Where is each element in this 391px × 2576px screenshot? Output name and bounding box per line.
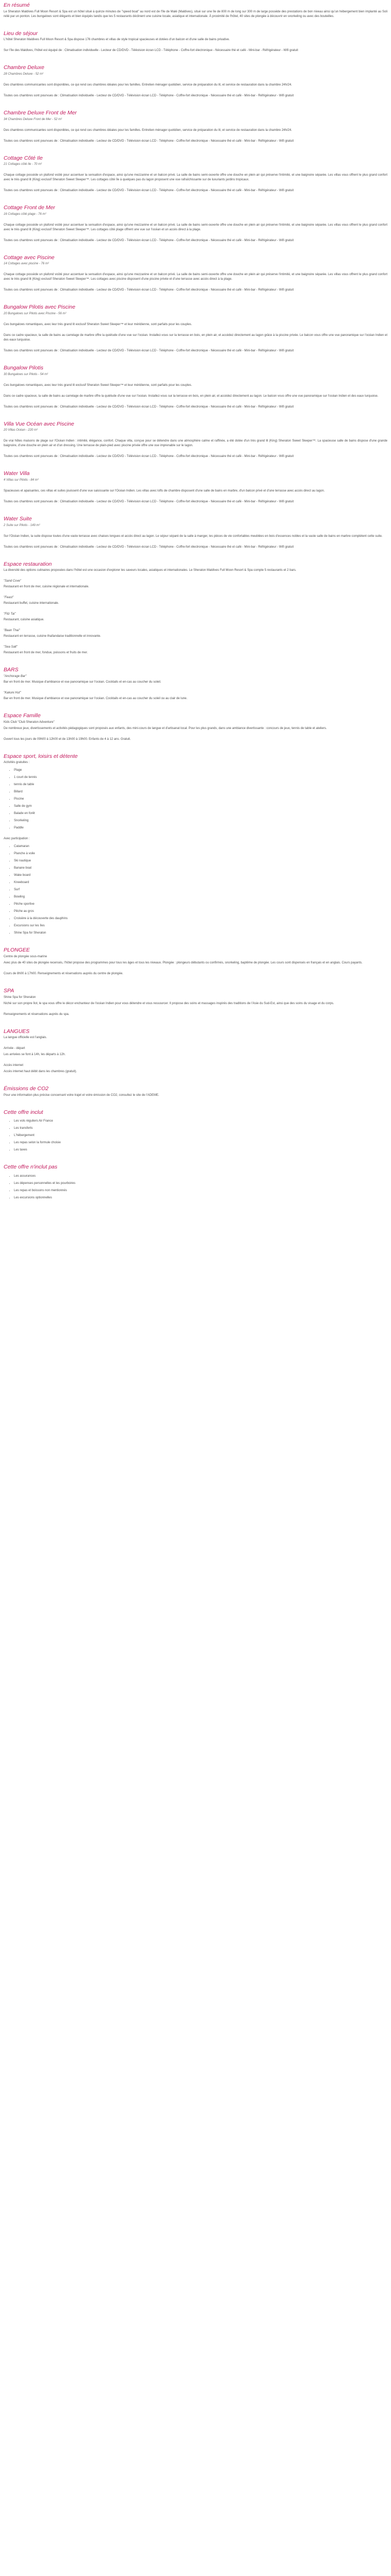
internet-title: Accès internet xyxy=(4,1064,24,1067)
paid-activity-item: • Pêche au gros xyxy=(14,909,387,914)
venue-description: Bar en front de mer. Musique d'ambiance et vue panoramique sur l'océan. Cocktails et en-cas au coucher du soleil. xyxy=(4,680,161,684)
room-section xyxy=(4,205,387,243)
arrival-text: Les arrivées se font à 14h, les départs à 12h. xyxy=(4,1053,66,1057)
paid-activity-item: • Planche à voile xyxy=(14,852,387,856)
room-section xyxy=(4,365,387,410)
room-paragraph: Ces bungalows romantiques, avec leur très grand lit exclusif Sheraton Sweet Sleeper™ et leur méridienne, sont parfaits pour les couples. xyxy=(4,323,192,327)
spa-name: Shine Spa for Sheraton xyxy=(4,995,36,999)
co2-heading: Émissions de CO2 xyxy=(4,1086,48,1092)
room-title: Cottage avec Piscine xyxy=(4,254,55,261)
room-paragraph: Toutes ces chambres sont pourvues de : Climatisation individuelle - Lecteur de CD/DVD - Télévision écran LCD - Téléphone - Coffre-fort électronique - Nécessaire thé et café - Mini-bar - Réfrigérateur - Wifi gratuit xyxy=(4,545,294,549)
includes-section xyxy=(4,1109,387,1153)
room-paragraph: Toutes ces chambres sont pourvues de : Climatisation individuelle - Lecteur de CD/DVD - Télévision écran LCD - Téléphone - Coffre-fort électronique - Nécessaire thé et café - Mini-bar - Réfrigérateur - Wifi gratuit xyxy=(4,455,294,459)
excluded-item: • Les excursions optionnelles xyxy=(14,1196,387,1200)
rooms-list xyxy=(4,30,387,550)
room-paragraph: Toutes ces chambres sont pourvues de : Climatisation individuelle - Lecteur de CD/DVD - Télévision écran LCD - Téléphone - Coffre-fort électronique - Nécessaire thé et café - Mini-bar - Réfrigérateur - Wifi gratuit xyxy=(4,349,294,353)
paid-activity-item: • Pêche sportive xyxy=(14,902,387,907)
family-club-name: Kids Club "Club Sheraton Adventure" xyxy=(4,720,55,724)
venue-name: "Anchorage Bar" xyxy=(4,674,27,678)
room-title: Water Suite xyxy=(4,516,32,522)
excludes-list xyxy=(4,1174,387,1200)
room-paragraph: Chaque cottage possède un plafond voûté pour accentuer la sensation d'espace, ainsi qu'une mezzanine et un balcon privé. La salle de bains semi-ouverte offre une douche en plein air qui préserve l'intimité, et une baignoire séparée. Les villas vous offrent le plus grand confort avec le très grand lit (King) exclusif Sheraton Sweet Sleeper™. Les cottages côté plage offrent une vue sur l'océan et un accès direct à la plage. xyxy=(4,223,387,231)
room-meta: 16 Cottages côté plage - 76 m² xyxy=(4,212,46,216)
paid-activity-item: • Shine Spa for Sheraton xyxy=(14,931,387,936)
venue-name: "Kakuni Hut" xyxy=(4,691,21,694)
room-meta: 30 Bungalows sur Pilotis - 54 m² xyxy=(4,372,48,376)
room-paragraph: Toutes ces chambres sont pourvues de : Climatisation individuelle - Lecteur de CD/DVD - Télévision écran LCD - Téléphone - Coffre-fort électronique - Nécessaire thé et café - Mini-bar - Réfrigérateur - Wifi gratuit xyxy=(4,289,294,292)
free-activity-item: • 1 court de tennis xyxy=(14,775,387,780)
room-paragraph: Spacieuses et apaisantes, ces villas et suites jouissent d'une vue saisissante sur l'Océan Indien. Les villas avec lofts de chambre disposent d'une salle de bains en marbre, d'un balcon privé et d'une terrasse avec accès direct au lagon. xyxy=(4,489,325,493)
languages-official: La langue officielle est l'anglais. xyxy=(4,1036,47,1040)
room-meta: 20 Bungalows sur Pilotis avec Piscine - 56 m² xyxy=(4,312,67,316)
free-activity-item: • Salle de gym xyxy=(14,804,387,809)
venue-description: Restaurant en front de mer, cuisine régionale et internationale. xyxy=(4,585,89,589)
free-activity-item: • Paddle xyxy=(14,826,387,831)
room-section xyxy=(4,30,387,54)
free-activity-item: • Snorkeling xyxy=(14,819,387,823)
room-meta: 4 Villas sur Pilotis - 84 m² xyxy=(4,479,39,482)
free-activity-item: • tennis de table xyxy=(14,783,387,787)
included-item: • Les taxes xyxy=(14,1148,387,1153)
room-paragraph: Sur l'Océan Indien, la suite dispose toutes d'une vaste terrasse avec chaises longues et accès direct au lagon. Le séjour séparé de la salle à manger, les pièces de vie confortables meublées en bois d'essences nobles et la vaste salle de bains en marbre complètent cette suite. xyxy=(4,534,383,538)
room-title: Cottage Front de Mer xyxy=(4,205,55,211)
free-activity-item: • Balade en forêt xyxy=(14,811,387,816)
room-title: Cottage Côté Ile xyxy=(4,155,43,161)
excluded-item: • Les repas et boissons non mentionnés xyxy=(14,1189,387,1193)
bar-venues xyxy=(4,674,387,701)
bars-heading: BARS xyxy=(4,667,19,673)
room-paragraph: Toutes ces chambres sont pourvues de : Climatisation individuelle - Lecteur de CD/DVD - Télévision écran LCD - Téléphone - Coffre-fort électronique - Nécessaire thé et café - Mini-bar - Réfrigérateur - Wifi gratuit xyxy=(4,405,294,409)
includes-list xyxy=(4,1119,387,1153)
paid-activities-list xyxy=(4,844,387,936)
room-section xyxy=(4,470,387,504)
co2-section xyxy=(4,1086,387,1098)
arrival-title: Arrivée - départ xyxy=(4,1047,25,1050)
venue-description: Restaurant en terrasse, cuisine thaïlandaise traditionnelle et innovante. xyxy=(4,635,101,638)
venue-name: "Sea Salt" xyxy=(4,646,18,649)
summary-section xyxy=(4,2,387,19)
included-item: • Les repas selon la formule choisie xyxy=(14,1141,387,1145)
spa-heading: SPA xyxy=(4,987,14,994)
room-title: Chambre Deluxe Front de Mer xyxy=(4,109,77,116)
room-paragraph: Toutes ces chambres sont pourvues de : Climatisation individuelle - Lecteur de CD/DVD - Télévision écran LCD - Téléphone - Coffre-fort électronique - Nécessaire thé et café - Mini-bar - Réfrigérateur - Wifi gratuit xyxy=(4,500,294,504)
room-paragraph: Sur l'île des Maldives, l'hôtel est équipé de : Climatisation individuelle - Lecteur de CD/DVD - Télévision écran LCD - Téléphone - Coffre-fort électronique - Nécessaire thé et café - Mini-bar - Réfrigérateur - Wifi gratuit xyxy=(4,49,298,53)
room-paragraph: Toutes ces chambres sont pourvues de : Climatisation individuelle - Lecteur de CD/DVD - Télévision écran LCD - Téléphone - Coffre-fort électronique - Nécessaire thé et café - Mini-bar - Réfrigérateur - Wifi gratuit xyxy=(4,189,294,193)
free-activity-item: • Piscine xyxy=(14,797,387,802)
activities-section xyxy=(4,753,387,936)
room-paragraph: Toutes ces chambres sont pourvues de : Climatisation individuelle - Lecteur de CD/DVD - Télévision écran LCD - Téléphone - Coffre-fort électronique - Nécessaire thé et café - Mini-bar - Réfrigérateur - Wifi gratuit xyxy=(4,139,294,143)
venue-name: "Fitz Tai" xyxy=(4,613,16,616)
languages-section xyxy=(4,1028,387,1075)
paid-activities-title: Avec participation : xyxy=(4,837,30,841)
room-paragraph: Ces bungalows romantiques, avec leur très grand lit exclusif Sheraton Sweet Sleeper™ et leur méridienne, sont parfaits pour les couples. xyxy=(4,383,192,387)
family-hours: Ouvert tous les jours de 09h00 à 12h00 et de 13h00 à 19h00. Enfants de 4 à 12 ans. Gratuit. xyxy=(4,737,131,741)
spa-desc: Niché sur son propre îlot, le spa vous offre le décor enchanteur de l'océan Indien pour vous détendre et vous ressourcer. Il propose des soins et massages inspirés des traditions de l'Asie du Sud-Est, ainsi que des soins du visage et du corps. xyxy=(4,1002,334,1005)
spa-section xyxy=(4,988,387,1017)
dining-intro: La diversité des options culinaires proposées dans l'hôtel est une occasion d'explorer les saveurs locales, asiatiques et internationales. Le Sheraton Maldives Full Moon Resort & Spa compte 5 restaurants et 2 bars. xyxy=(4,569,297,572)
room-section xyxy=(4,516,387,550)
room-paragraph: Chaque cottage possède un plafond voûté pour accentuer la sensation d'espace, ainsi qu'une mezzanine et un balcon privé. La salle de bains semi-ouverte offre une douche en plein air qui préserve l'intimité, et une baignoire séparée. Les villas vous offrent le plus grand confort avec le très grand lit (King) exclusif Sheraton Sweet Sleeper™. Les cottages avec piscine disposent d'une piscine privée et d'une terrasse avec accès direct à la plage. xyxy=(4,273,387,281)
dining-heading: Espace restauration xyxy=(4,561,52,567)
paid-activity-item: • Croisière à la découverte des dauphins xyxy=(14,917,387,921)
paid-activity-item: • Ski nautique xyxy=(14,859,387,863)
spa-info: Renseignements et réservations auprès du spa. xyxy=(4,1012,70,1016)
summary-text: Le Sheraton Maldives Full Moon Resort & Spa est un hôtel situé à quinze minutes de "speed boat" au nord est de l'île de Malé (Maldives), situé sur une île de 800 m de long sur 300 m de large possède des prestations de bon niveau ainsi qu'un hébergement bien implanté au Soli relié par un ponton. Les bungalows sont élégants et bien équipés tandis que les 5 restaurants déclinent une cuisine locale, asiatique et internationale. À proximité de l'hôtel, 40 sites de plongée à découvrir en snorkeling ou avec des bouteilles. xyxy=(4,10,387,18)
free-activity-item: • Billard xyxy=(14,790,387,794)
included-item: • Les transferts xyxy=(14,1126,387,1131)
room-meta: 21 Cottages côté Ile - 70 m² xyxy=(4,163,42,166)
included-item: • Les vols réguliers Air France xyxy=(14,1119,387,1124)
summary-heading: En résumé xyxy=(4,2,30,8)
diving-section xyxy=(4,947,387,976)
room-section xyxy=(4,155,387,194)
diving-desc: Avec plus de 40 sites de plongée recensés, l'hôtel propose des programmes pour tous les âges et tous les niveaux. Plongée : plongeurs débutants ou confirmés, snorkeling, baptême de plongée. Les cours sont dispensés en français et en anglais. Cours payants. xyxy=(4,961,363,964)
room-meta: 20 Villas Océan - 220 m² xyxy=(4,429,38,432)
paid-activity-item: • Bowling xyxy=(14,895,387,900)
venue-name: "Baan Thai" xyxy=(4,629,20,633)
languages-heading: LANGUES xyxy=(4,1028,30,1035)
room-title: Villa Vue Océan avec Piscine xyxy=(4,420,74,427)
room-title: Bungalow Pilotis avec Piscine xyxy=(4,304,75,311)
free-activity-item: • Plage xyxy=(14,768,387,773)
internet-text: Accès internet haut débit dans les chambres (gratuit). xyxy=(4,1070,77,1074)
paid-activity-item: • Surf xyxy=(14,888,387,892)
venue-name: "Sand Cove" xyxy=(4,580,21,583)
room-section xyxy=(4,64,387,98)
room-title: Chambre Deluxe xyxy=(4,64,44,71)
venue-description: Bar en front de mer. Musique d'ambiance et vue panoramique sur l'océan. Cocktails et en-cas au coucher du soleil ou au clair de lune. xyxy=(4,697,188,700)
diving-heading: PLONGEE xyxy=(4,947,30,954)
paid-activity-item: • Excursions sur les îles xyxy=(14,924,387,928)
excluded-item: • Les dépenses personnelles et les pourboires xyxy=(14,1181,387,1186)
room-paragraph: Chaque cottage possède un plafond voûté pour accentuer la sensation d'espace, ainsi qu'une mezzanine et un balcon privé. La salle de bains semi-ouverte offre une douche en plein air qui préserve l'intimité, et une baignoire séparée. Les villas vous offrent le plus grand confort avec le très grand lit (King) exclusif Sheraton Sweet Sleeper™. Les cottages côté île à quelques pas du lagon proposent une vue rafraîchissante sur de luxuriants jardins tropicaux. xyxy=(4,174,387,182)
room-paragraph: Des chambres communicantes sont disponibles, ce qui rend ces chambres idéales pour les familles. Entretien ménager quotidien, service de préparation du lit, et service de restauration dans la chambre 24h/24. xyxy=(4,128,292,132)
excludes-section xyxy=(4,1164,387,1200)
room-section xyxy=(4,110,387,144)
family-section xyxy=(4,713,387,742)
excludes-heading: Cette offre n'inclut pas xyxy=(4,1164,58,1171)
room-paragraph: L'hôtel Sheraton Maldives Full Moon Resort & Spa dispose 176 chambres et villas de style tropical spacieuses et dotées d'un balcon et d'une salle de bains privative. xyxy=(4,38,230,42)
room-meta: 14 Cottages avec piscine - 76 m² xyxy=(4,262,49,266)
room-section xyxy=(4,255,387,293)
free-activities-title: Activités gratuites : xyxy=(4,761,30,765)
room-title: Bungalow Pilotis xyxy=(4,365,44,371)
room-meta: 2 Suite sur Pilotis - 149 m² xyxy=(4,523,40,527)
room-paragraph: Toutes ces chambres sont pourvues de : Climatisation individuelle - Lecteur de CD/DVD - Télévision écran LCD - Téléphone - Coffre-fort électronique - Nécessaire thé et café - Mini-bar - Réfrigérateur - Wifi gratuit xyxy=(4,239,294,242)
excluded-item: • Les assurances xyxy=(14,1174,387,1179)
paid-activity-item: • Kneeboard xyxy=(14,880,387,885)
venue-description: Restaurant buffet, cuisine internationale. xyxy=(4,602,59,605)
room-paragraph: Des chambres communicantes sont disponibles, ce qui rend ces chambres idéales pour les familles. Entretien ménager quotidien, service de préparation du lit, et service de restauration dans la chambre 24h/24. xyxy=(4,83,292,87)
diving-hours: Cours de 8h00 à 17h00. Renseignements et réservations auprès du centre de plongée. xyxy=(4,972,123,975)
family-desc: De nombreux jeux, divertissements et activités pédagogiques sont proposés aux enfants, des mini-cours de langue et d'artisanat local. Pour les plus grands, dans une ambiance divertissante : concours de jeux, tennis de table et ateliers. xyxy=(4,726,327,730)
room-title: Lieu de séjour xyxy=(4,30,38,37)
venue-description: Restaurant, cuisine asiatique. xyxy=(4,618,44,622)
free-activities-list xyxy=(4,768,387,831)
content xyxy=(0,0,391,1200)
room-title: Water Villa xyxy=(4,470,30,477)
included-item: • L'hébergement xyxy=(14,1133,387,1138)
paid-activity-item: • Catamaran xyxy=(14,844,387,849)
venue-description: Restaurant en front de mer, fondue, poissons et fruits de mer. xyxy=(4,651,88,655)
includes-heading: Cette offre inclut xyxy=(4,1109,43,1115)
co2-text: Pour une information plus précise concernant votre trajet et votre émission de CO2, consultez le site de l'ADEME. xyxy=(4,1093,159,1097)
room-paragraph: De vrai hôtes maisons de plage sur l'Océan Indien : intimité, élégance, confort. Chaque villa, conçue pour se détendre dans une atmosphère calme et raffinée, a été dotée d'un très grand lit (King) Sheraton Sweet Sleeper™. La spacieuse salle de bains dispose d'une grande baignoire, d'une douche en plein air et d'un dressing. Une terrasse de plain-pied avec piscine privée offre une vue imprenable sur le lagon. xyxy=(4,439,387,448)
paid-activity-item: • Banane boat xyxy=(14,866,387,871)
activities-heading: Espace sport, loisirs et détente xyxy=(4,753,78,759)
room-meta: 28 Chambres Deluxe - 52 m² xyxy=(4,72,44,76)
paid-activity-item: • Wake board xyxy=(14,873,387,878)
diving-center: Centre de plongée sous-marine xyxy=(4,955,47,958)
dining-venues xyxy=(4,579,387,655)
room-section xyxy=(4,421,387,460)
room-paragraph: Dans ce cadre spacieux, la salle de bains au carrelage de marbre offre la quiétude d'une vue sur l'océan. Installez-vous sur la terrasse en bois, en plein air, et accédez directement au lagon grâce à la piscine privée. Le balcon vous offre une vue panoramique sur l'océan Indien et des eaux turquoise. xyxy=(4,334,387,342)
room-paragraph: Toutes ces chambres sont pourvues de : Climatisation individuelle - Lecteur de CD/DVD - Télévision écran LCD - Téléphone - Coffre-fort électronique - Nécessaire thé et café - Mini-bar - Réfrigérateur - Wifi gratuit xyxy=(4,94,294,97)
bars-section xyxy=(4,667,387,701)
room-paragraph: Dans ce cadre spacieux, la salle de bains au carrelage de marbre offre la quiétude d'une vue sur l'océan. Installez-vous sur la terrasse en bois, en plein air, et accédez directement au lagon. Le balcon vous offre une vue panoramique sur l'océan Indien et des eaux turquoise. xyxy=(4,394,379,398)
venue-name: "Feast" xyxy=(4,596,14,600)
dining-section xyxy=(4,561,387,656)
family-heading: Espace Famille xyxy=(4,712,41,719)
room-section xyxy=(4,304,387,353)
room-meta: 34 Chambres Deluxe Front de Mer - 52 m² xyxy=(4,117,62,121)
